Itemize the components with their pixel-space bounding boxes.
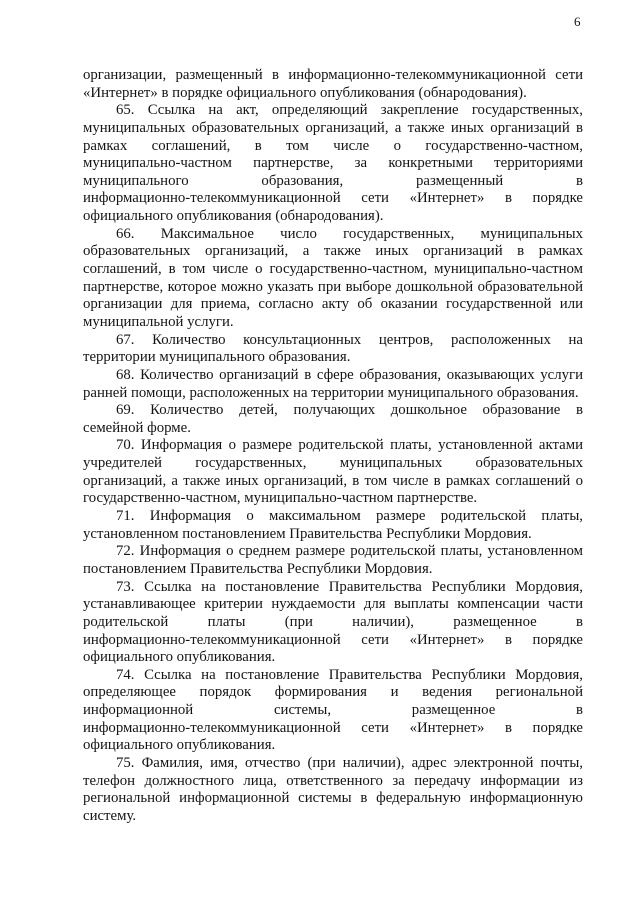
paragraph-69 — [83, 402, 583, 437]
paragraph-line: установленном постановлением Правительства Республики Мордовия. — [83, 525, 532, 542]
paragraph-line: 73. Ссылка на постановление Правительства Республики Мордовия, — [116, 578, 583, 595]
paragraph-line: определяющее порядок формирования и ведения региональной — [83, 684, 583, 701]
paragraph-67 — [83, 332, 583, 367]
paragraph-73 — [83, 579, 583, 667]
paragraph-line: региональной информационной системы в федеральную информационную — [83, 790, 583, 807]
paragraph-line: официального опубликования. — [83, 737, 276, 754]
paragraph-line: 67. Количество консультационных центров, расположенных на — [116, 331, 583, 348]
paragraph-line: организаций, а также иных организаций, в том числе в рамках соглашений о — [83, 472, 583, 489]
paragraph-line: 72. Информация о среднем размере родительской платы, установленном — [116, 543, 583, 560]
paragraph-line: устанавливающее критерии нуждаемости для выплаты компенсации части — [83, 596, 583, 613]
paragraph-line: муниципальной услуги. — [83, 313, 234, 330]
paragraph-line: 69. Количество детей, получающих дошкольное образование в — [116, 402, 583, 419]
paragraph-line: муниципально-частном партнерстве, за конкретными территориями — [83, 155, 583, 172]
paragraph-line: систему. — [83, 807, 137, 824]
paragraph-line: 66. Максимальное число государственных, муниципальных — [116, 225, 583, 242]
paragraph-line: «Интернет» в порядке официального опубликования (обнародования). — [83, 84, 527, 101]
paragraph-75 — [83, 755, 583, 826]
paragraph-line: муниципального образования, размещенный в — [83, 172, 583, 189]
paragraph-line: государственно-частном, муниципально-частном партнерстве. — [83, 490, 478, 507]
paragraph-line: официального опубликования. — [83, 649, 276, 666]
paragraph-line: 68. Количество организаций в сфере образования, оказывающих услуги — [116, 366, 583, 383]
paragraph-line: образовательных организаций, а также иных организаций в рамках — [83, 243, 583, 260]
paragraph-line: информационно-телекоммуникационной сети «Интернет» в порядке — [83, 631, 583, 648]
paragraph-line: информационно-телекоммуникационной сети «Интернет» в порядке — [83, 719, 583, 736]
paragraph-line: 70. Информация о размере родительской платы, установленной актами — [116, 437, 583, 454]
paragraph-line: организации для приема, согласно акту об оказании государственной или — [83, 296, 583, 313]
paragraph-line: информационно-телекоммуникационной сети «Интернет» в порядке — [83, 190, 583, 207]
paragraph-line: организации, размещенный в информационно-телекоммуникационной сети — [83, 67, 583, 83]
page-number: 6 — [574, 14, 581, 29]
paragraph-line: телефон должностного лица, ответственного за передачу информации из — [83, 772, 583, 789]
paragraph-line: рамках соглашений, в том числе о государственно-частном, — [83, 137, 583, 154]
paragraph-line: 74. Ссылка на постановление Правительства Республики Мордовия, — [116, 666, 583, 683]
paragraph-line: территории муниципального образования. — [83, 349, 351, 366]
paragraph-65 — [83, 102, 583, 225]
paragraph-line: 71. Информация о максимальном размере родительской платы, — [116, 508, 583, 525]
paragraph-71 — [83, 508, 583, 543]
paragraph-line: 75. Фамилия, имя, отчество (при наличии), адрес электронной почты, — [116, 754, 583, 771]
paragraph-continuation — [83, 67, 583, 102]
paragraph-line: учредителей государственных, муниципальных образовательных — [83, 455, 583, 472]
paragraph-line: семейной форме. — [83, 419, 191, 436]
paragraph-line: постановлением Правительства Республики Мордовия. — [83, 560, 433, 577]
paragraph-70 — [83, 437, 583, 508]
paragraph-line: официального опубликования (обнародования). — [83, 208, 384, 225]
paragraph-66 — [83, 226, 583, 332]
document-body — [83, 67, 583, 826]
paragraph-68 — [83, 367, 583, 402]
paragraph-74 — [83, 667, 583, 755]
paragraph-line: 65. Ссылка на акт, определяющий закрепление государственных, — [116, 102, 583, 119]
paragraph-line: партнерстве, которое можно указать при выборе дошкольной образовательной — [83, 278, 583, 295]
paragraph-line: муниципальных образовательных организаций, а также иных организаций в — [83, 119, 583, 136]
paragraph-72 — [83, 543, 583, 578]
paragraph-line: соглашений, в том числе о государственно-частном, муниципально-частном — [83, 261, 583, 278]
paragraph-line: родительской платы (при наличии), размещенное в — [83, 613, 583, 630]
paragraph-line: ранней помощи, расположенных на территории муниципального образования. — [83, 384, 579, 401]
paragraph-line: информационной системы, размещенное в — [83, 702, 583, 719]
